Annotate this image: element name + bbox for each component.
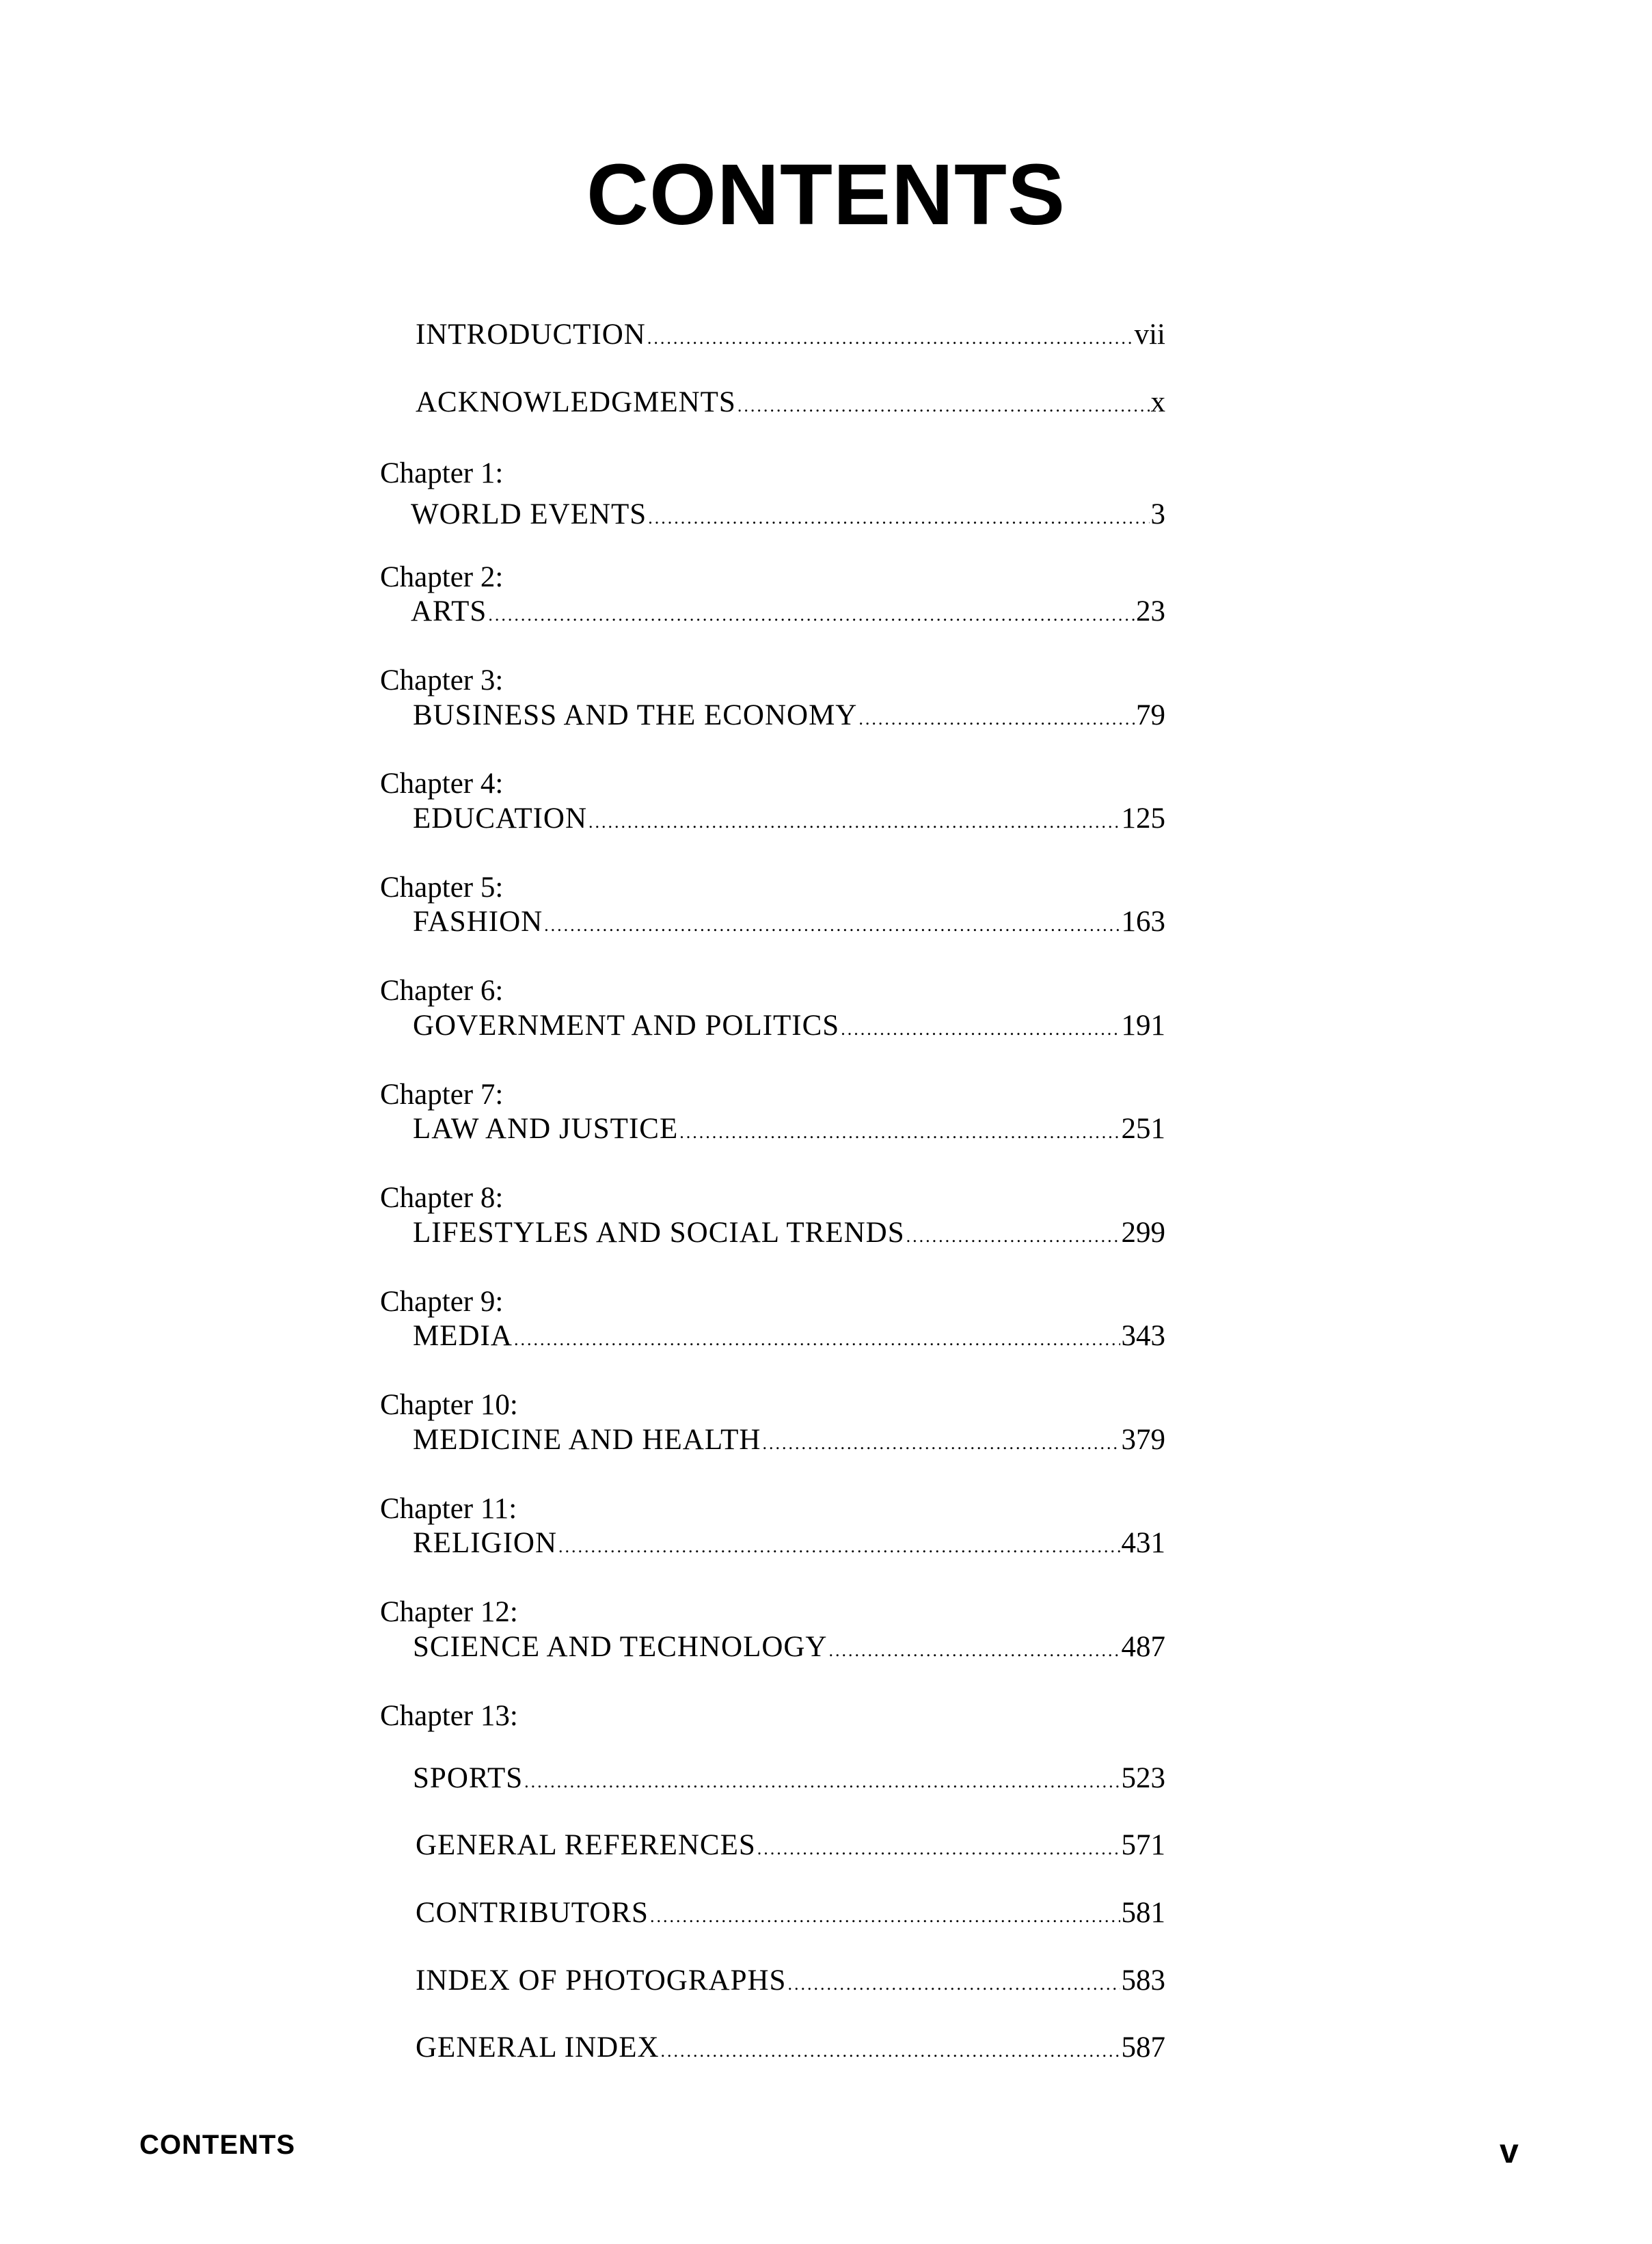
toc-entry-title: WORLD EVENTS — [411, 498, 647, 530]
toc-entry-chapter-13[interactable] — [413, 1763, 1165, 1793]
toc-entry-chapter-5[interactable] — [413, 907, 1165, 936]
toc-entry-title: EDUCATION — [413, 802, 588, 835]
dot-leader — [841, 1020, 1120, 1038]
running-head: CONTENTS — [139, 2130, 295, 2160]
toc-entry-title: BUSINESS AND THE ECONOMY — [413, 699, 858, 731]
toc-entry-chapter-7[interactable] — [413, 1114, 1165, 1144]
dot-leader — [763, 1435, 1120, 1452]
toc-entry-chapter-2[interactable] — [411, 597, 1165, 626]
dot-leader — [661, 2042, 1120, 2060]
toc-entry-title: MEDIA — [413, 1320, 513, 1352]
page-title: CONTENTS — [586, 146, 1066, 243]
toc-entry-page: 587 — [1121, 2031, 1165, 2064]
toc-entry-title: LIFESTYLES AND SOCIAL TRENDS — [413, 1217, 905, 1249]
dot-leader — [524, 1773, 1120, 1791]
toc-entry-title: FASHION — [413, 906, 543, 938]
toc-entry-page: 163 — [1121, 906, 1165, 938]
toc-entry-page: 583 — [1121, 1964, 1165, 1997]
toc-entry-title: GENERAL INDEX — [416, 2031, 660, 2064]
toc-entry-title: SPORTS — [413, 1762, 524, 1794]
toc-entry-page: 3 — [1150, 498, 1165, 530]
toc-entry-title: GOVERNMENT AND POLITICS — [413, 1010, 840, 1042]
toc-entry-chapter-9[interactable] — [413, 1321, 1165, 1351]
toc-entry-chapter-4[interactable] — [413, 804, 1165, 833]
toc-entry-chapter-1[interactable] — [411, 500, 1165, 529]
chapter-label: Chapter 5: — [380, 871, 504, 904]
toc-entry-page: 343 — [1121, 1320, 1165, 1352]
dot-leader — [514, 1331, 1120, 1349]
toc-entry-page: 487 — [1121, 1631, 1165, 1663]
chapter-label: Chapter 12: — [380, 1596, 518, 1628]
toc-entry-title: INTRODUCTION — [416, 319, 646, 351]
dot-leader — [558, 1538, 1120, 1556]
toc-entry-title: GENERAL REFERENCES — [416, 1829, 756, 1861]
chapter-label: Chapter 7: — [380, 1079, 504, 1111]
toc-entry-title: ARTS — [411, 595, 487, 627]
chapter-label: Chapter 11: — [380, 1493, 517, 1525]
dot-leader — [829, 1642, 1120, 1660]
dot-leader — [737, 397, 1150, 415]
chapter-label: Chapter 8: — [380, 1182, 504, 1214]
toc-entry-chapter-12[interactable] — [413, 1632, 1165, 1662]
toc-entry-page: 431 — [1121, 1527, 1165, 1559]
toc-entry-page: x — [1150, 386, 1165, 418]
chapter-label: Chapter 1: — [380, 457, 504, 489]
toc-entry-page: 299 — [1121, 1217, 1165, 1249]
toc-entry-title: ACKNOWLEDGMENTS — [416, 386, 736, 418]
chapter-label: Chapter 2: — [380, 561, 504, 593]
toc-entry-page: 125 — [1121, 802, 1165, 835]
dot-leader — [858, 710, 1135, 728]
dot-leader — [787, 1975, 1120, 1993]
toc-entry-page: 379 — [1121, 1424, 1165, 1456]
toc-entry-page: 79 — [1136, 699, 1165, 731]
dot-leader — [544, 917, 1120, 934]
toc-entry-chapter-3[interactable] — [413, 701, 1165, 730]
toc-entry-title: RELIGION — [413, 1527, 558, 1559]
toc-entry-page: 191 — [1121, 1010, 1165, 1042]
toc-entry-page: 581 — [1121, 1897, 1165, 1929]
dot-leader — [647, 329, 1133, 347]
toc-entry-page: 23 — [1136, 595, 1165, 627]
chapter-label: Chapter 10: — [380, 1389, 518, 1421]
toc-entry-general-references[interactable] — [416, 1830, 1165, 1860]
toc-entry-page: 251 — [1121, 1113, 1165, 1145]
toc-entry-title: LAW AND JUSTICE — [413, 1113, 679, 1145]
toc-entry-introduction[interactable] — [416, 320, 1165, 349]
toc-entry-general-index[interactable] — [416, 2033, 1165, 2062]
dot-leader — [679, 1124, 1120, 1141]
chapter-label: Chapter 4: — [380, 768, 504, 800]
chapter-label: Chapter 9: — [380, 1286, 504, 1318]
toc-entry-title: MEDICINE AND HEALTH — [413, 1424, 761, 1456]
dot-leader — [588, 813, 1120, 831]
toc-entry-chapter-8[interactable] — [413, 1218, 1165, 1247]
toc-entry-chapter-10[interactable] — [413, 1425, 1165, 1455]
chapter-label: Chapter 13: — [380, 1700, 518, 1732]
dot-leader — [488, 606, 1135, 624]
dot-leader — [906, 1228, 1120, 1245]
chapter-label: Chapter 3: — [380, 664, 504, 697]
toc-entry-page: 571 — [1121, 1829, 1165, 1861]
toc-entry-chapter-11[interactable] — [413, 1528, 1165, 1558]
page-folio: v — [1500, 2132, 1519, 2170]
toc-entry-chapter-6[interactable] — [413, 1011, 1165, 1040]
toc-entry-title: SCIENCE AND TECHNOLOGY — [413, 1631, 828, 1663]
toc-entry-index-of-photographs[interactable] — [416, 1966, 1165, 1995]
toc-entry-title: CONTRIBUTORS — [416, 1897, 649, 1929]
toc-entry-page: 523 — [1121, 1762, 1165, 1794]
toc-entry-acknowledgments[interactable] — [416, 388, 1165, 417]
dot-leader — [757, 1840, 1120, 1858]
toc-entry-title: INDEX OF PHOTOGRAPHS — [416, 1964, 787, 1997]
dot-leader — [650, 1908, 1120, 1925]
toc-entry-contributors[interactable] — [416, 1898, 1165, 1928]
dot-leader — [648, 509, 1149, 527]
chapter-label: Chapter 6: — [380, 975, 504, 1007]
toc-entry-page: vii — [1134, 319, 1165, 351]
